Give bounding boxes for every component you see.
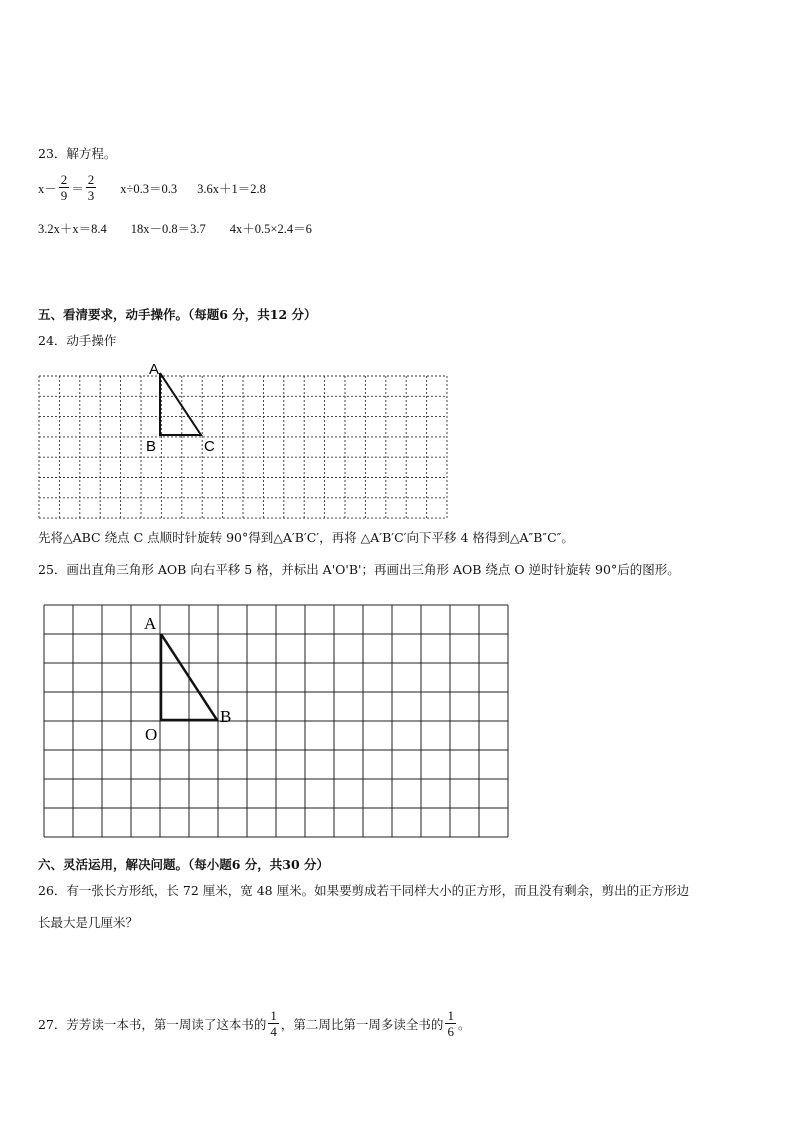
q23-eq5: 18x－0.8＝3.7	[130, 222, 206, 236]
q27-text	[38, 1008, 470, 1039]
q24-label-a: A	[149, 361, 160, 378]
q23-eq3: 3.6x＋1＝2.8	[197, 181, 266, 196]
q23-equation-row-1	[38, 172, 266, 203]
q25-title: 25．画出直角三角形 AOB 向右平移 5 格，并标出 A'O'B'；再画出三角形 AOB 绕点 O 逆时针旋转 90°后的图形。	[38, 562, 680, 577]
q24-grid-figure	[30, 358, 460, 523]
q24-instruction: 先将△ABC 绕点 C 点顺时针旋转 90°得到△A′B′C′，再将 △A′B′C′向下平移 4 格得到△A″B″C″。	[38, 530, 574, 545]
q23-title: 23．解方程。	[38, 146, 117, 161]
q25-solid-grid	[44, 605, 508, 837]
q27-part-2: ，第二周比第一周多读全书的	[280, 1016, 444, 1032]
q25-label-o: O	[145, 725, 158, 744]
q26-line-2: 长最大是几厘米？	[38, 915, 139, 930]
q24-label-b: B	[146, 438, 157, 455]
q27-fraction-2: $\frac{1}{6}$	[447, 1008, 454, 1039]
q23-eq4: 3.2x＋x＝8.4	[38, 222, 107, 236]
q25-grid-figure	[40, 600, 515, 840]
section-6-heading: 六、灵活运用，解决问题。（每小题6 分，共30 分）	[38, 857, 330, 872]
q27-fraction-1: $\frac{1}{4}$	[270, 1008, 277, 1039]
q24-title: 24．动手操作	[38, 333, 117, 348]
q26-line-1: 26．有一张长方形纸，长 72 厘米，宽 48 厘米。如果要剪成若干同样大小的正方形，而且没有剩余，剪出的正方形边	[38, 883, 690, 898]
q27-part-3: 。	[457, 1016, 471, 1032]
q23-eq2: x÷0.3＝0.3	[120, 181, 178, 196]
q23-eq1-equals: ＝	[71, 181, 84, 196]
q27-part-1: 27．芳芳读一本书，第一周读了这本书的	[38, 1016, 267, 1032]
q23-equation-row-2	[38, 219, 312, 237]
q24-dashed-grid	[39, 376, 447, 518]
q24-triangle-abc	[160, 373, 201, 435]
q23-eq6: 4x＋0.5×2.4＝6	[229, 222, 312, 236]
section-5-heading: 五、看清要求，动手操作。（每题6 分，共12 分）	[38, 307, 317, 322]
q23-eq1-x: x－	[38, 181, 57, 196]
q25-label-a: A	[144, 614, 157, 633]
q25-label-b: B	[220, 707, 232, 726]
q23-eq1-fraction-1: $\frac{2}{9}$	[60, 172, 68, 203]
q24-label-c: C	[204, 438, 215, 455]
q23-eq1-fraction-2: $\frac{2}{3}$	[87, 172, 95, 203]
